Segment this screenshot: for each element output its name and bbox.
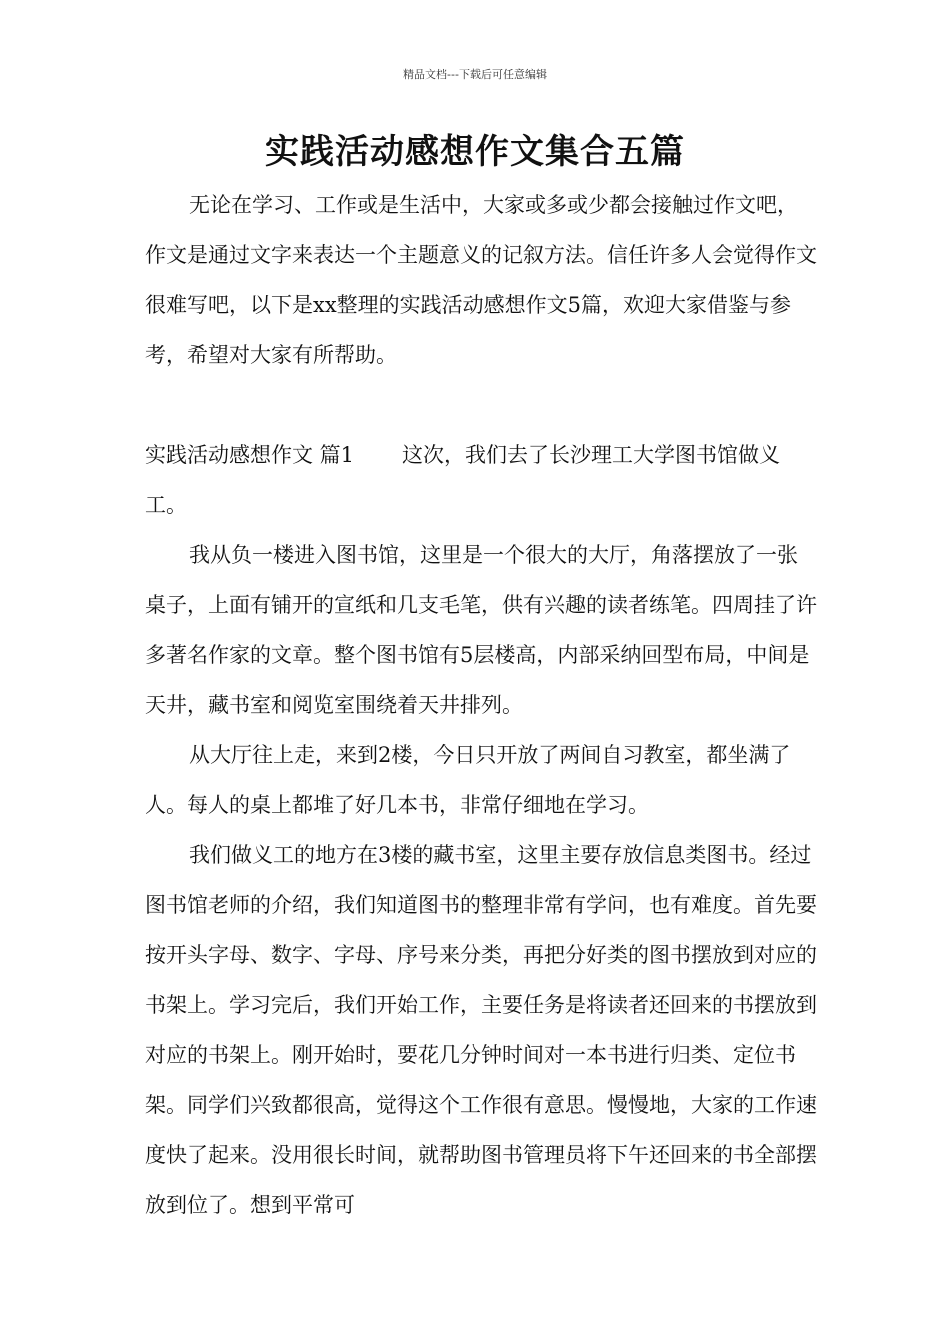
section-1-opening — [145, 430, 817, 530]
body-paragraph: 我们做义工的地方在3楼的藏书室，这里主要存放信息类图书。经过图书馆老师的介绍，我们知道图书的整理非常有学问，也有难度。首先要按开头字母、数字、字母、序号来分类，再把分好类的图书摆放到对应的书架上。学习完后，我们开始工作，主要任务是将读者还回来的书摆放到对应的书架上。刚开始时，要花几分钟时间对一本书进行归类、定位书架。同学们兴致都很高，觉得这个工作很有意思。慢慢地，大家的工作速度快了起来。没用很长时间，就帮助图书管理员将下午还回来的书全部摆放到位了。想到平常可 — [145, 843, 817, 1217]
header-note: 精品文档---下载后可任意编辑 — [403, 68, 547, 81]
section-1-heading: 实践活动感想作文 篇1 — [145, 443, 355, 467]
paragraph-gap — [145, 380, 817, 430]
body-paragraph: 我从负一楼进入图书馆，这里是一个很大的大厅，角落摆放了一张桌子，上面有铺开的宣纸和几支毛笔，供有兴趣的读者练笔。四周挂了许多著名作家的文章。整个图书馆有5层楼高，内部采纳回型布局，中间是天井，藏书室和阅览室围绕着天井排列。 — [145, 543, 817, 717]
section-1-lead: 这次，我们去了长沙理工大学图书馆做义工。 — [145, 443, 781, 517]
document-title: 实践活动感想作文集合五篇 — [265, 132, 685, 172]
intro-paragraph: 无论在学习、工作或是生活中，大家或多或少都会接触过作文吧，作文是通过文字来表达一个主题意义的记叙方法。信任许多人会觉得作文很难写吧，以下是xx整理的实践活动感想作文5篇，欢迎大家借鉴与参考，希望对大家有所帮助。 — [145, 193, 817, 367]
body-paragraph: 从大厅往上走，来到2楼，今日只开放了两间自习教室，都坐满了人。每人的桌上都堆了好几本书，非常仔细地在学习。 — [145, 743, 791, 817]
document-body — [145, 180, 817, 1230]
